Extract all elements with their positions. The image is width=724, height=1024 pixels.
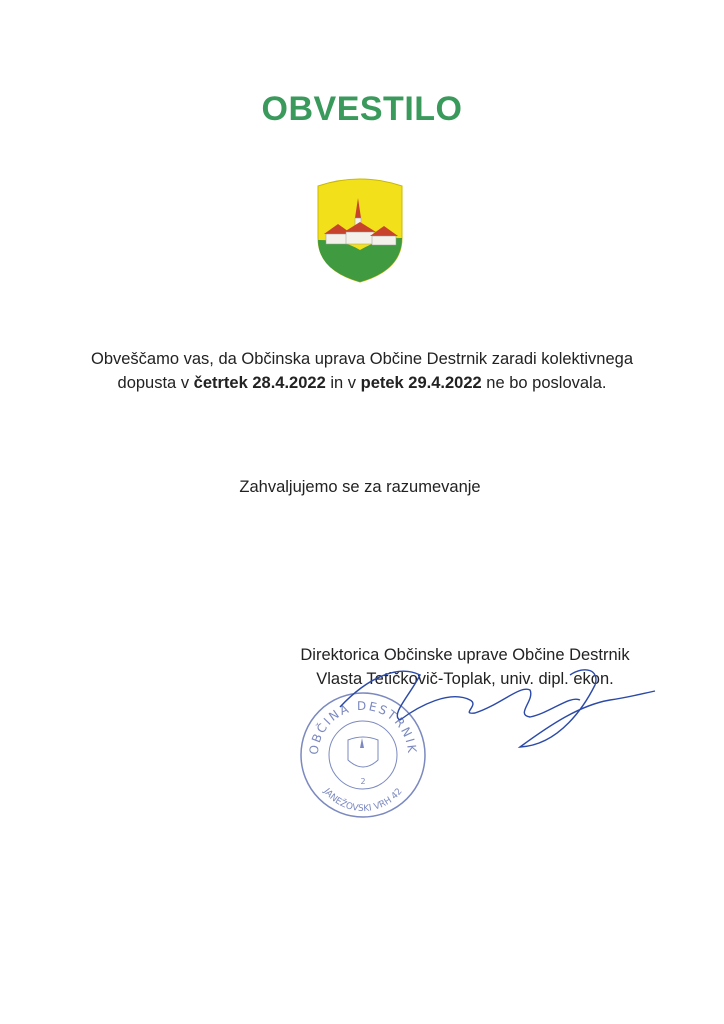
notice-text-part3: ne bo poslovala. — [481, 374, 607, 392]
municipal-crest-icon — [314, 178, 406, 284]
stamp-bottom-text: JANEŽOVSKI VRH 42 — [321, 786, 405, 815]
stamp-top-text: OBČINA DESTRNIK — [306, 698, 420, 756]
signatory-role: Direktorica Občinske uprave Občine Destrnik — [300, 646, 630, 664]
notice-text-part1: Obveščamo vas, da Občinska uprava Občine Destrnik zaradi kolektivnega dopusta v — [90, 350, 633, 392]
closure-date-2: petek 29.4.2022 — [360, 374, 482, 392]
notice-text-part2: in v — [325, 374, 361, 392]
handwritten-signature — [330, 645, 660, 755]
notice-body — [90, 347, 634, 395]
closure-date-1: četrtek 28.4.2022 — [193, 374, 326, 392]
signatory-name: Vlasta Tetičkovič-Toplak, univ. dipl. ekon. — [316, 670, 614, 688]
stamp-number: 2 — [360, 777, 366, 786]
page-title: OBVESTILO — [261, 90, 463, 128]
thanks-line: Zahvaljujemo se za razumevanje — [239, 478, 481, 496]
